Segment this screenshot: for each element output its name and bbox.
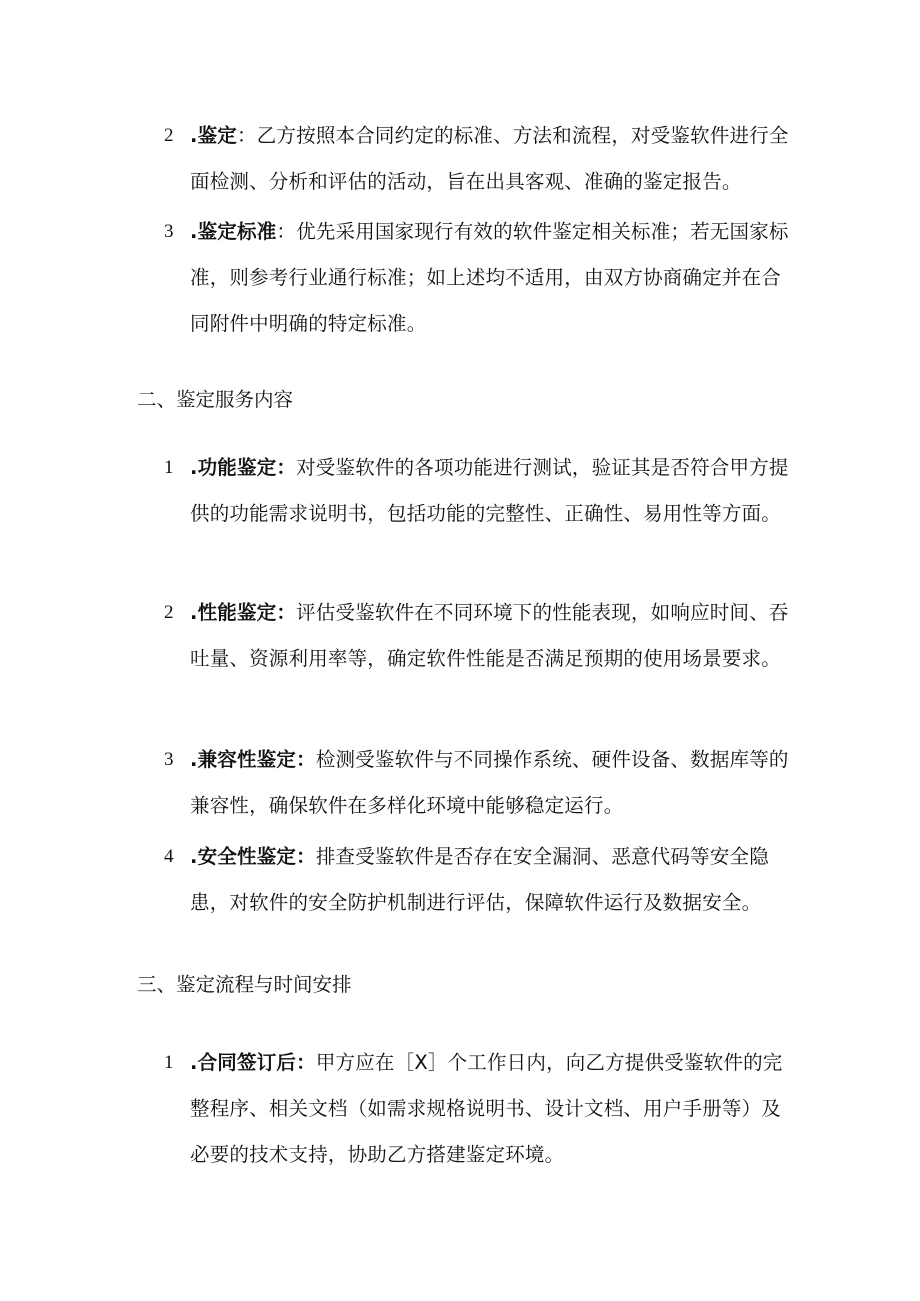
item-body: 甲方应在［X］个工作日内，向乙方提供受鉴软件的完整程序、相关文档（如需求规格说明书、设计文档、用户手册等）及必要的技术支持，协助乙方搭建鉴定环境。 [190, 1051, 783, 1166]
item-separator: ： [276, 220, 297, 243]
item-number: 3 [164, 221, 174, 242]
item-number: 2 [164, 602, 174, 623]
item-number: 4 [164, 846, 174, 867]
item-text [190, 113, 790, 205]
item-separator: ： [237, 124, 257, 147]
item-body: 排查受鉴软件是否存在安全漏洞、恶意代码等安全隐患，对软件的安全防护机制进行评估，保障软件运行及数据安全。 [190, 845, 769, 914]
item-text [190, 209, 790, 347]
item-term: .鉴定 [190, 124, 238, 147]
item-body: 对受鉴软件的各项功能进行测试，验证其是否符合甲方提供的功能需求说明书，包括功能的完整性、正确性、易用性等方面。 [190, 456, 789, 525]
item-body: 优先采用国家现行有效的软件鉴定相关标准；若无国家标准，则参考行业通行标准；如上述均不适用，由双方协商确定并在合同附件中明确的特定标准。 [190, 220, 789, 335]
item-text [190, 737, 790, 829]
item-text [190, 834, 790, 926]
section-heading: 三、鉴定流程与时间安排 [137, 973, 352, 996]
item-text [190, 445, 790, 537]
item-number: 3 [164, 749, 174, 770]
item-number: 1 [164, 1052, 174, 1073]
item-term: .兼容性鉴定： [190, 748, 316, 771]
item-term: .合同签订后： [190, 1051, 316, 1074]
item-term: .性能鉴定： [190, 601, 297, 624]
item-body: 检测受鉴软件与不同操作系统、硬件设备、数据库等的兼容性，确保软件在多样化环境中能够稳定运行。 [190, 748, 789, 817]
item-body: 评估受鉴软件在不同环境下的性能表现，如响应时间、吞吐量、资源利用率等，确定软件性能是否满足预期的使用场景要求。 [190, 601, 789, 670]
item-term: .功能鉴定： [190, 456, 297, 479]
item-body: 乙方按照本合同约定的标准、方法和流程，对受鉴软件进行全面检测、分析和评估的活动，旨在出具客观、准确的鉴定报告。 [190, 124, 789, 193]
item-text [190, 1040, 790, 1178]
item-term: .安全性鉴定： [190, 845, 316, 868]
item-number: 2 [164, 125, 174, 146]
item-term: .鉴定标准 [190, 220, 277, 243]
item-text [190, 590, 790, 682]
item-number: 1 [164, 457, 174, 478]
section-heading: 二、鉴定服务内容 [137, 388, 294, 411]
